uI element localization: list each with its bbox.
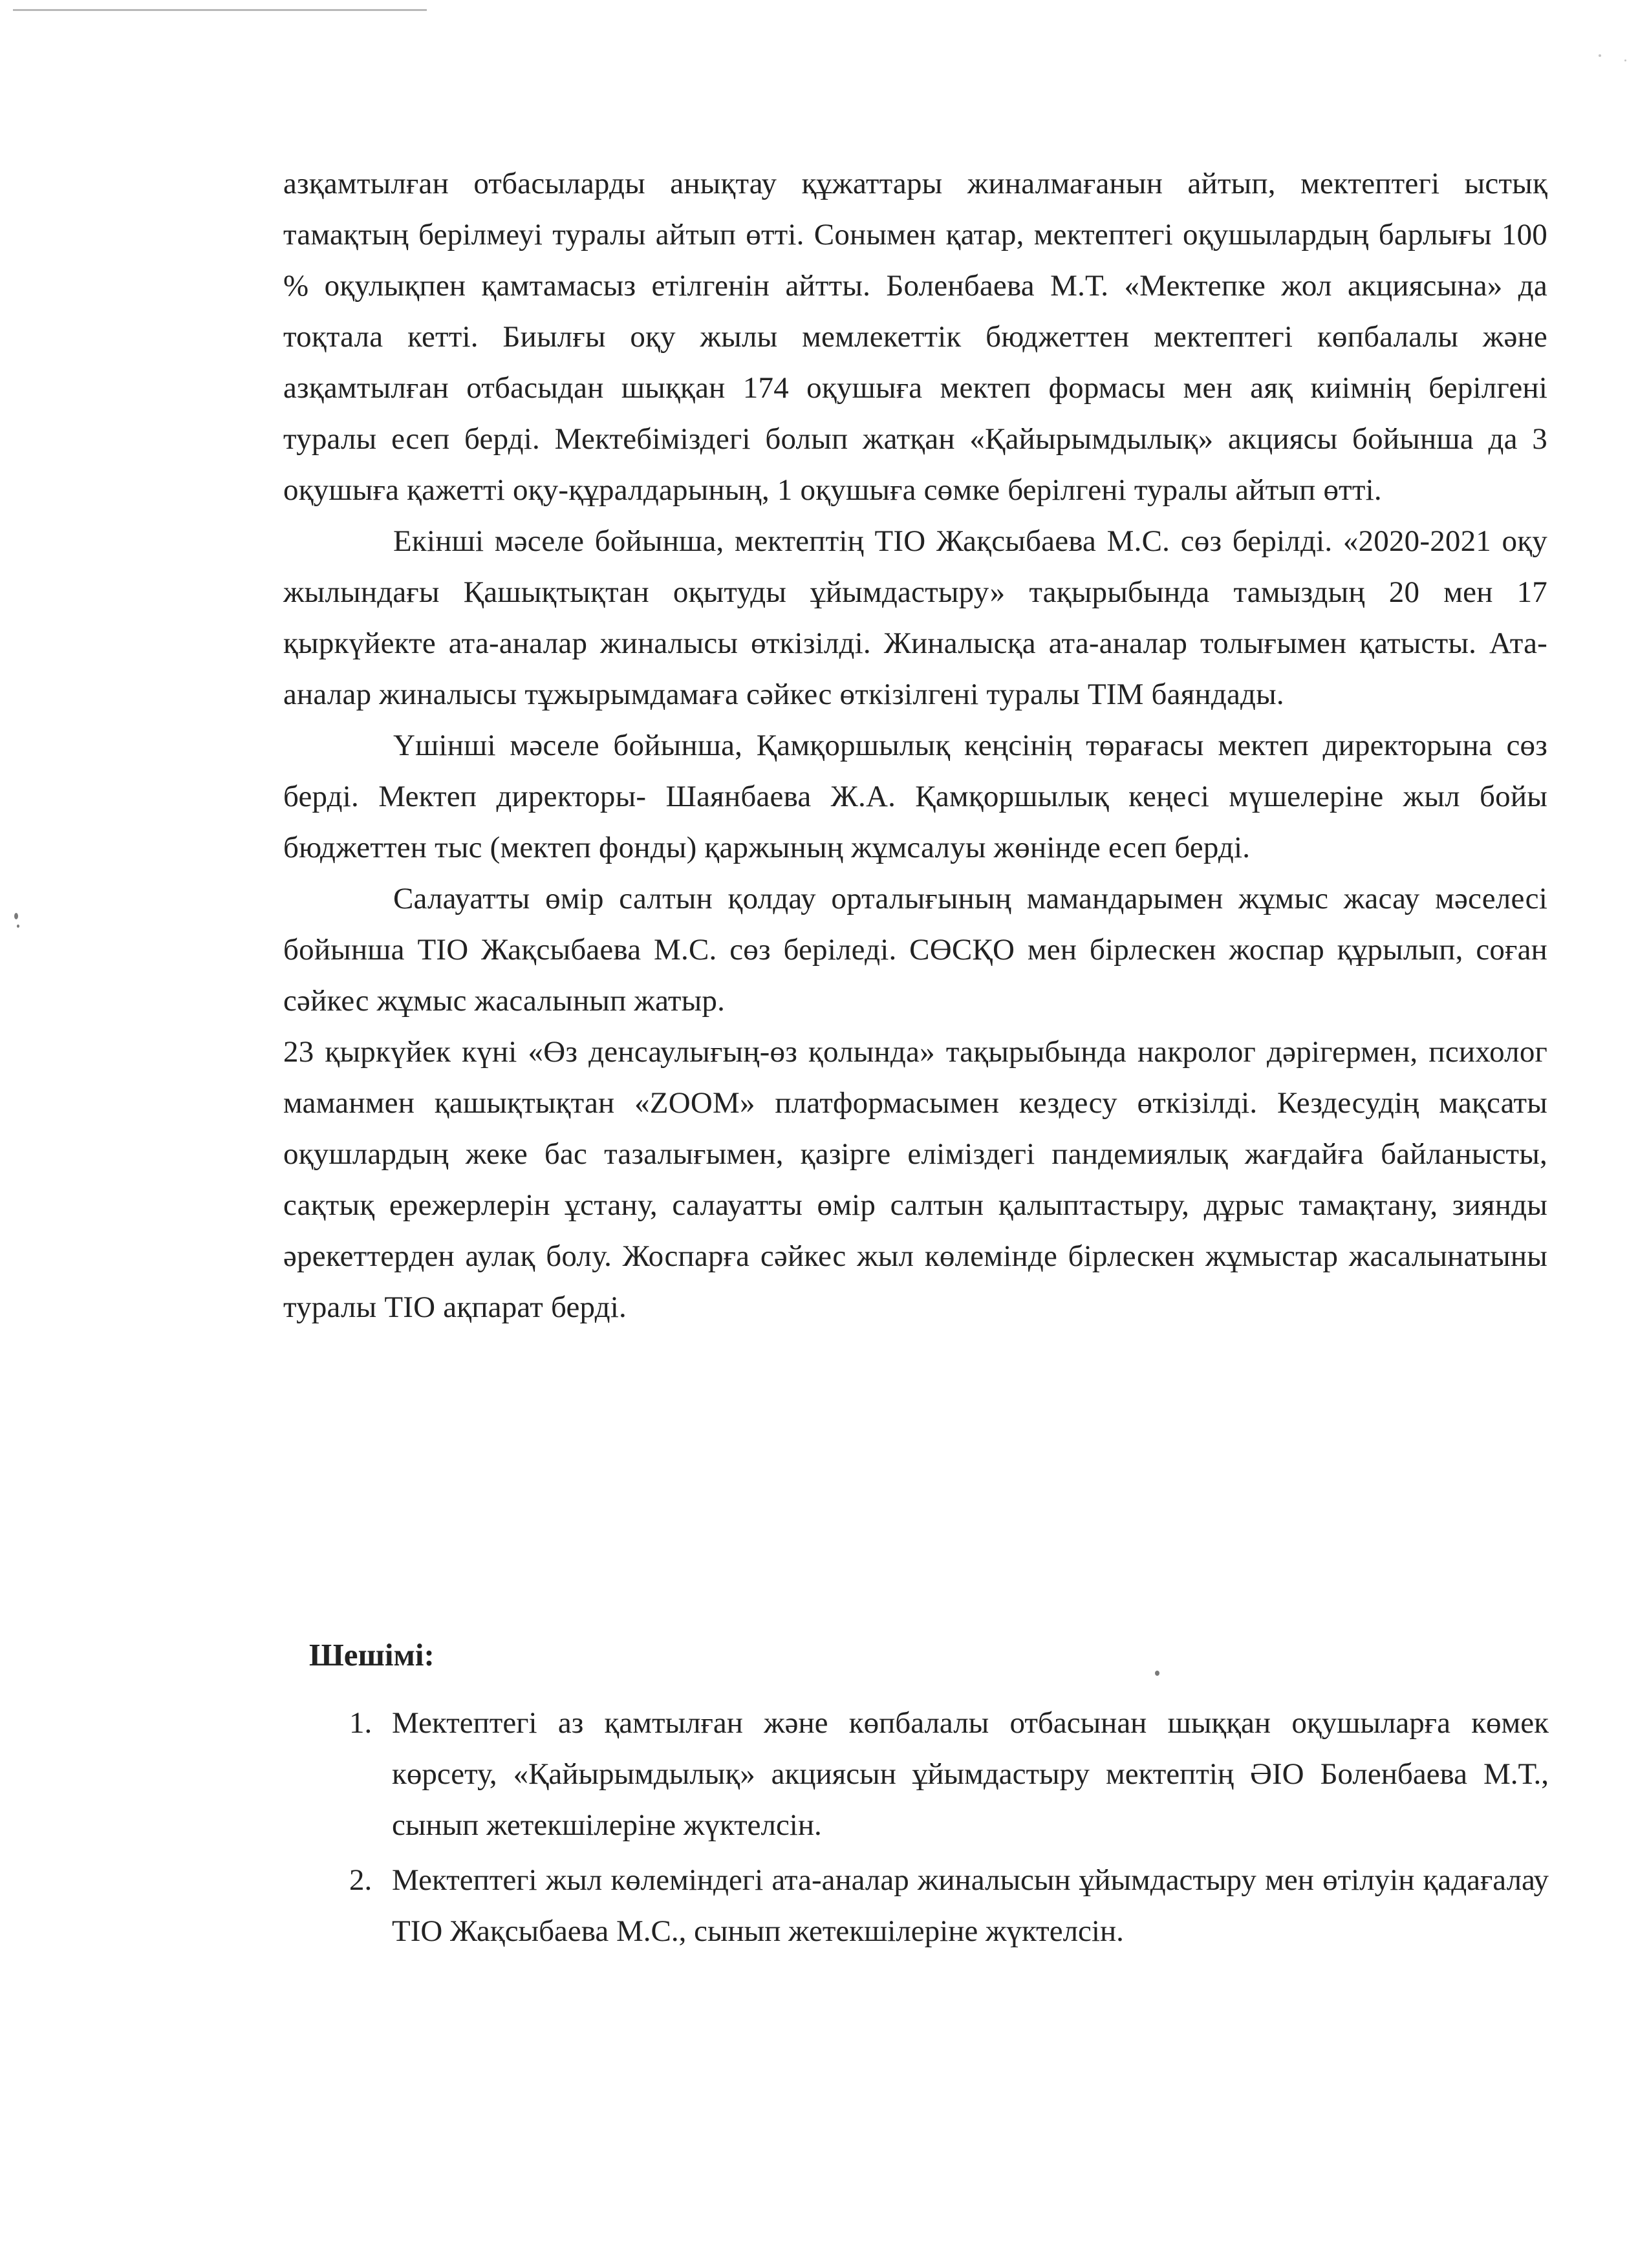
paragraph-deputy-report: азқамтылған отбасыларды анықтау құжаттары жиналмағанын айтып, мектептегі ыстық тамақтың берілмеуі туралы айтып өтті. Сонымен қатар, мектептегі оқушылардың барлығы 100 % оқулықпен қамтамасыз етілгенін айтты. Боленбаева М.Т. «Мектепке жол акциясына» да тоқтала кетті. Биылғы оқу жылы мемлекеттік бюджеттен мектептегі көпбалалы және азқамтылған отбасыдан шыққан 174 оқушыға мектеп формасы мен аяқ киімнің берілгені туралы есеп берді. Мектебіміздегі болып жатқан «Қайырымдылық» акциясы бойынша да 3 оқушыға қажетті оқу-құралдарының, 1 оқушыға сөмке берілгені туралы айтып өтті. xyxy=(283,167,1547,507)
scan-speck xyxy=(1155,1671,1159,1676)
decision-item-number: 2. xyxy=(349,1863,372,1897)
decision-list xyxy=(349,1698,1549,1961)
paragraph-second-question: Екінші мәселе бойынша, мектептің ТІО Жақсыбаева М.С. сөз берілді. «2020-2021 оқу жылындағы Қашықтықтан оқытуды ұйымдастыру» тақырыбында тамыздың 20 мен 17 қыркүйекте ата-аналар жиналысы өткізілді. Жиналысқа ата-аналар толығымен қатысты. Ата-аналар жиналысы тұжырымдамаға сәйкес өткізілгені туралы ТІМ баяндады. xyxy=(283,524,1547,711)
scan-speck xyxy=(1599,54,1601,57)
scan-speck xyxy=(17,925,19,928)
decision-heading: Шешімі: xyxy=(309,1637,435,1673)
scan-speck xyxy=(1624,59,1626,61)
scan-edge-line xyxy=(13,9,427,11)
decision-item xyxy=(349,1855,1549,1957)
paragraph-third-question: Үшінші мәселе бойынша, Қамқоршылық кеңсінің төрағасы мектеп директорына сөз берді. Мектеп директоры- Шаянбаева Ж.А. Қамқоршылық кеңесі мүшелеріне жыл бойы бюджеттен тыс (мектеп фонды) қаржының жұмсалуы жөнінде есеп берді. xyxy=(283,729,1547,864)
scan-speck xyxy=(14,913,18,919)
minutes-body-text xyxy=(283,158,1547,1333)
decision-item-number: 1. xyxy=(349,1706,372,1740)
paragraph-healthy-lifestyle: Салауатты өмір салтын қолдау орталығының мамандарымен жұмыс жасау мәселесі бойынша ТІО Жақсыбаева М.С. сөз беріледі. СӨСҚО мен бірлескен жоспар құрылып, соған сәйкес жұмыс жасалынып жатыр. xyxy=(283,882,1547,1018)
decision-item-text: Мектептегі жыл көлеміндегі ата-аналар жиналысын ұйымдастыру мен өтілуін қадағалау ТІО Жақсыбаева М.С., сынып жетекшілеріне жүктелсін. xyxy=(392,1863,1549,1948)
decision-item-text: Мектептегі аз қамтылған және көпбалалы отбасынан шыққан оқушыларға көмек көрсету, «Қайырымдылық» акциясын ұйымдастыру мектептің ӘІО Боленбаева М.Т., сынып жетекшілеріне жүктелсін. xyxy=(392,1706,1549,1842)
paragraph-zoom-meeting: 23 қыркүйек күні «Өз денсаулығың-өз қолында» тақырыбында накролог дәрігермен, психолог маманмен қашықтықтан «ZOOM» платформасымен кездесу өткізілді. Кездесудің мақсаты оқушлардың жеке бас тазалығымен, қазірге еліміздегі пандемиялық жағдайға байланысты, сақтық ережерлерін ұстану, салауатты өмір салтын қалыптастыру, дұрыс тамақтану, зиянды әрекеттерден аулақ болу. Жоспарға сәйкес жыл көлемінде бірлескен жұмыстар жасалынатыны туралы ТІО ақпарат берді. xyxy=(283,1035,1547,1324)
decision-item xyxy=(349,1698,1549,1851)
